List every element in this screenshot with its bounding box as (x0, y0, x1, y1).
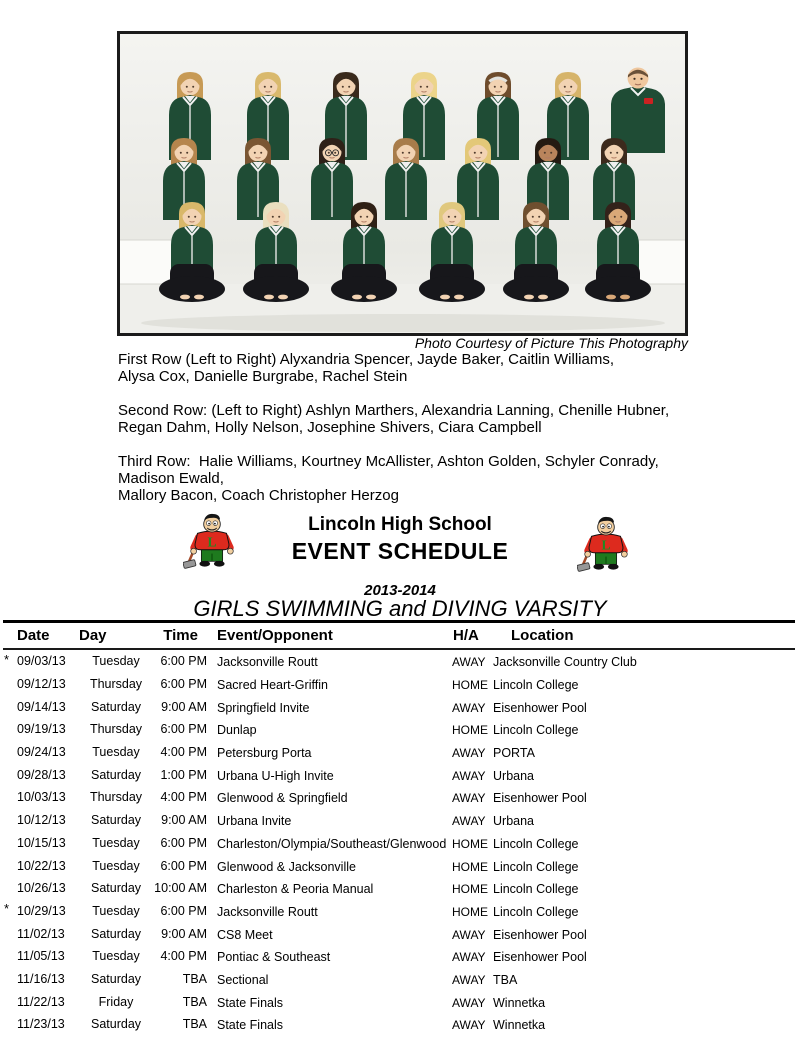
cell-ha: AWAY (452, 791, 486, 806)
cell-event: Charleston & Peoria Manual (217, 882, 374, 897)
cell-day: Friday (98, 994, 134, 1009)
cell-ha: AWAY (452, 927, 486, 942)
column-header-ha: H/A (453, 627, 479, 644)
roster-paragraph (118, 402, 718, 436)
cell-time: 10:00 AM (154, 881, 207, 896)
cell-day: Saturday (90, 699, 142, 714)
cell-event: Dunlap (217, 723, 257, 738)
column-header-day: Day (79, 627, 107, 644)
cell-day: Saturday (90, 1017, 142, 1032)
cell-time: 6:00 PM (160, 722, 207, 737)
cell-location: Winnetka (493, 1018, 546, 1033)
cell-location: Lincoln College (493, 678, 579, 693)
roster-paragraph (118, 351, 718, 385)
cell-date: 11/05/13 (17, 949, 65, 964)
cell-event: Charleston/Olympia/Southeast/Glenwood (217, 836, 447, 851)
cell-location: Urbana (493, 814, 534, 829)
cell-event: Petersburg Porta (217, 746, 312, 761)
cell-ha: HOME (452, 836, 488, 851)
schedule-row (3, 786, 795, 809)
schedule-row (3, 650, 795, 673)
schedule-row (3, 854, 795, 877)
cell-day: Saturday (90, 813, 142, 828)
schedule-row (3, 809, 795, 832)
cell-ha: AWAY (452, 995, 486, 1010)
schedule-row (3, 673, 795, 696)
cell-day: Tuesday (92, 745, 140, 760)
schedule-row (3, 1013, 795, 1036)
cell-date: 11/02/13 (17, 926, 65, 941)
roster-paragraphs (118, 351, 718, 521)
team-photo-illustration (120, 34, 685, 333)
cell-time: TBA (182, 1017, 207, 1032)
cell-event: Glenwood & Jacksonville (217, 859, 356, 874)
cell-day: Saturday (90, 971, 142, 986)
cell-ha: AWAY (452, 972, 486, 987)
schedule-row (3, 945, 795, 968)
roster-line: Second Row: (Left to Right) Ashlyn Marthers, Alexandria Lanning, Chenille Hubner, (118, 402, 670, 419)
column-header-event: Event/Opponent (217, 627, 333, 644)
cell-ha: AWAY (452, 746, 486, 761)
cell-time: 6:00 PM (160, 677, 207, 692)
cell-date: 10/12/13 (17, 813, 66, 828)
cell-time: 4:00 PM (160, 745, 207, 760)
cell-time: 6:00 PM (160, 903, 207, 918)
cell-location: Eisenhower Pool (493, 791, 587, 806)
cell-location: Lincoln College (493, 859, 579, 874)
cell-location: Eisenhower Pool (493, 950, 587, 965)
cell-event: CS8 Meet (217, 927, 273, 942)
cell-ha: AWAY (452, 1018, 486, 1033)
cell-date: 10/15/13 (17, 835, 66, 850)
cell-location: PORTA (493, 746, 535, 761)
cell-time: 4:00 PM (160, 949, 207, 964)
season-label: 2013-2014 (364, 582, 436, 599)
cell-event: Springfield Invite (217, 700, 310, 715)
cell-location: Urbana (493, 768, 534, 783)
cell-day: Tuesday (92, 903, 140, 918)
cell-time: 9:00 AM (161, 699, 207, 714)
cell-event: Pontiac & Southeast (217, 950, 331, 965)
cell-event: Jacksonville Routt (217, 904, 318, 919)
cell-day: Thursday (89, 677, 143, 692)
schedule-row (3, 990, 795, 1013)
team-title: GIRLS SWIMMING and DIVING VARSITY (193, 596, 607, 621)
cell-date: 11/22/13 (17, 994, 65, 1009)
cell-time: TBA (182, 971, 207, 986)
roster-line: Alysa Cox, Danielle Burgrabe, Rachel Stein (118, 368, 408, 385)
schedule-row (3, 900, 795, 923)
cell-ha: HOME (452, 723, 488, 738)
cell-time: 6:00 PM (160, 858, 207, 873)
cell-location: Winnetka (493, 995, 546, 1010)
cell-ha: AWAY (452, 768, 486, 783)
cell-location: Jacksonville Country Club (493, 655, 637, 670)
roster-line: Madison Ewald, (118, 470, 224, 487)
school-name: Lincoln High School (308, 514, 492, 535)
cell-ha: AWAY (452, 655, 486, 670)
cell-day: Saturday (90, 767, 142, 782)
roster-line: Third Row: Halie Williams, Kourtney McAllister, Ashton Golden, Schyler Conrady, (118, 453, 659, 470)
cell-event: State Finals (217, 995, 284, 1010)
cell-day: Tuesday (92, 858, 140, 873)
cell-time: TBA (182, 994, 207, 1009)
cell-flag: * (4, 901, 10, 917)
cell-time: 9:00 AM (161, 813, 207, 828)
cell-location: Eisenhower Pool (493, 700, 587, 715)
cell-time: 9:00 AM (161, 926, 207, 941)
cell-date: 10/03/13 (17, 790, 66, 805)
cell-event: Glenwood & Springfield (217, 791, 348, 806)
cell-location: Lincoln College (493, 904, 579, 919)
schedule-header-row (3, 623, 795, 650)
cell-location: Eisenhower Pool (493, 927, 587, 942)
schedule-body (3, 650, 795, 1036)
cell-ha: AWAY (452, 950, 486, 965)
schedule-title: EVENT SCHEDULE (291, 538, 509, 564)
cell-event: State Finals (217, 1018, 284, 1033)
team-photo (117, 31, 688, 336)
cell-flag: * (4, 651, 10, 667)
schedule-row (3, 695, 795, 718)
roster-line: First Row (Left to Right) Alyxandria Spencer, Jayde Baker, Caitlin Williams, (118, 351, 615, 368)
cell-day: Thursday (89, 722, 143, 737)
cell-time: 6:00 PM (160, 835, 207, 850)
cell-day: Tuesday (92, 654, 140, 669)
cell-date: 10/29/13 (17, 903, 66, 918)
cell-day: Tuesday (92, 835, 140, 850)
cell-ha: HOME (452, 859, 488, 874)
cell-location: Lincoln College (493, 836, 579, 851)
cell-day: Saturday (90, 926, 142, 941)
cell-ha: AWAY (452, 814, 486, 829)
cell-day: Saturday (90, 881, 142, 896)
cell-time: 1:00 PM (160, 767, 207, 782)
cell-ha: HOME (452, 904, 488, 919)
cell-date: 11/23/13 (17, 1017, 65, 1032)
cell-event: Sectional (217, 972, 269, 987)
column-header-date: Date (17, 627, 50, 644)
cell-date: 10/22/13 (17, 858, 66, 873)
cell-day: Tuesday (92, 949, 140, 964)
cell-ha: HOME (452, 678, 488, 693)
cell-date: 09/28/13 (17, 767, 66, 782)
roster-line: Regan Dahm, Holly Nelson, Josephine Shivers, Ciara Campbell (118, 419, 542, 436)
photo-credit: Photo Courtesy of Picture This Photography (414, 335, 688, 351)
column-header-time: Time (163, 627, 198, 644)
cell-ha: AWAY (452, 700, 486, 715)
cell-time: 4:00 PM (160, 790, 207, 805)
cell-event: Sacred Heart-Griffin (217, 678, 328, 693)
cell-date: 11/16/13 (17, 971, 65, 986)
cell-location: Lincoln College (493, 882, 579, 897)
cell-date: 09/12/13 (17, 677, 66, 692)
cell-location: Lincoln College (493, 723, 579, 738)
cell-event: Jacksonville Routt (217, 655, 318, 670)
cell-day: Thursday (89, 790, 143, 805)
cell-event: Urbana Invite (217, 814, 292, 829)
cell-ha: HOME (452, 882, 488, 897)
cell-date: 09/24/13 (17, 745, 66, 760)
cell-location: TBA (493, 972, 518, 987)
cell-date: 09/03/13 (17, 654, 66, 669)
cell-event: Urbana U-High Invite (217, 768, 334, 783)
roster-line: Mallory Bacon, Coach Christopher Herzog (118, 487, 399, 504)
cell-date: 10/26/13 (17, 881, 66, 896)
schedule-row (3, 741, 795, 764)
schedule-row (3, 968, 795, 991)
schedule-table (3, 620, 795, 1036)
roster-paragraph (118, 453, 718, 504)
cell-date: 09/14/13 (17, 699, 66, 714)
schedule-row (3, 832, 795, 855)
cell-date: 09/19/13 (17, 722, 66, 737)
schedule-row (3, 877, 795, 900)
cell-time: 6:00 PM (160, 654, 207, 669)
schedule-row (3, 763, 795, 786)
column-header-location: Location (511, 627, 574, 644)
schedule-row (3, 922, 795, 945)
schedule-row (3, 718, 795, 741)
